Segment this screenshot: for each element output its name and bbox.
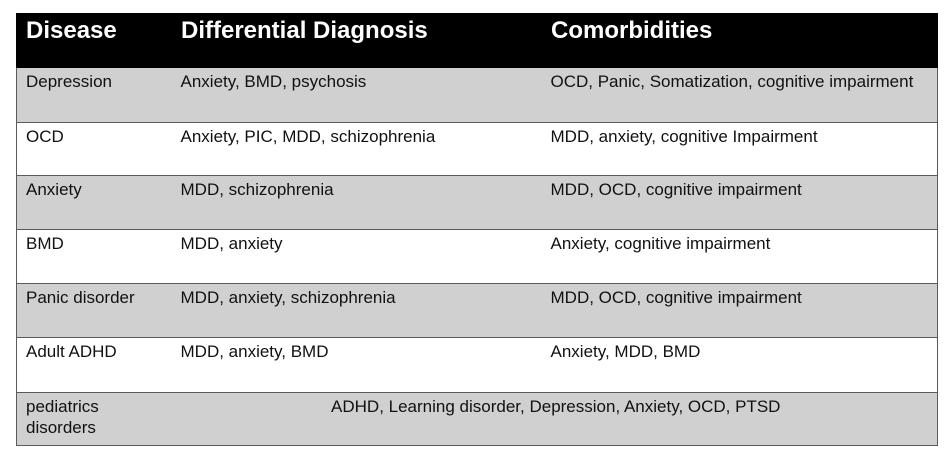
merged-pediatrics-cell: ADHD, Learning disorder, Depression, Anxiety, OCD, PTSD [172, 393, 938, 446]
table-row [17, 284, 938, 338]
comorbidities-cell: Anxiety, cognitive impairment [542, 230, 938, 284]
disease-cell: Depression [17, 68, 172, 123]
differential-cell: MDD, schizophrenia [172, 176, 542, 230]
comorbidities-cell: Anxiety, MDD, BMD [542, 338, 938, 393]
diagnosis-table [16, 13, 938, 446]
disease-cell: Panic disorder [17, 284, 172, 338]
comorbidities-cell: MDD, anxiety, cognitive Impairment [542, 123, 938, 176]
disease-cell: Adult ADHD [17, 338, 172, 393]
disease-cell: Anxiety [17, 176, 172, 230]
disease-cell: BMD [17, 230, 172, 284]
differential-cell: Anxiety, PIC, MDD, schizophrenia [172, 123, 542, 176]
header-comorbidities: Comorbidities [542, 14, 938, 68]
table-body [17, 68, 938, 446]
disease-cell: pediatrics disorders [17, 393, 172, 446]
header-disease: Disease [17, 14, 172, 68]
comorbidities-cell: OCD, Panic, Somatization, cognitive impairment [542, 68, 938, 123]
disease-cell: OCD [17, 123, 172, 176]
table-header [17, 14, 938, 68]
comorbidities-cell: MDD, OCD, cognitive impairment [542, 284, 938, 338]
table-row [17, 123, 938, 176]
table-row [17, 230, 938, 284]
table-row-pediatrics [17, 393, 938, 446]
table-row [17, 338, 938, 393]
table-row [17, 68, 938, 123]
comorbidities-cell: MDD, OCD, cognitive impairment [542, 176, 938, 230]
header-row [17, 14, 938, 68]
differential-cell: Anxiety, BMD, psychosis [172, 68, 542, 123]
header-differential-diagnosis: Differential Diagnosis [172, 14, 542, 68]
differential-cell: MDD, anxiety, BMD [172, 338, 542, 393]
table-row [17, 176, 938, 230]
differential-cell: MDD, anxiety, schizophrenia [172, 284, 542, 338]
differential-cell: MDD, anxiety [172, 230, 542, 284]
